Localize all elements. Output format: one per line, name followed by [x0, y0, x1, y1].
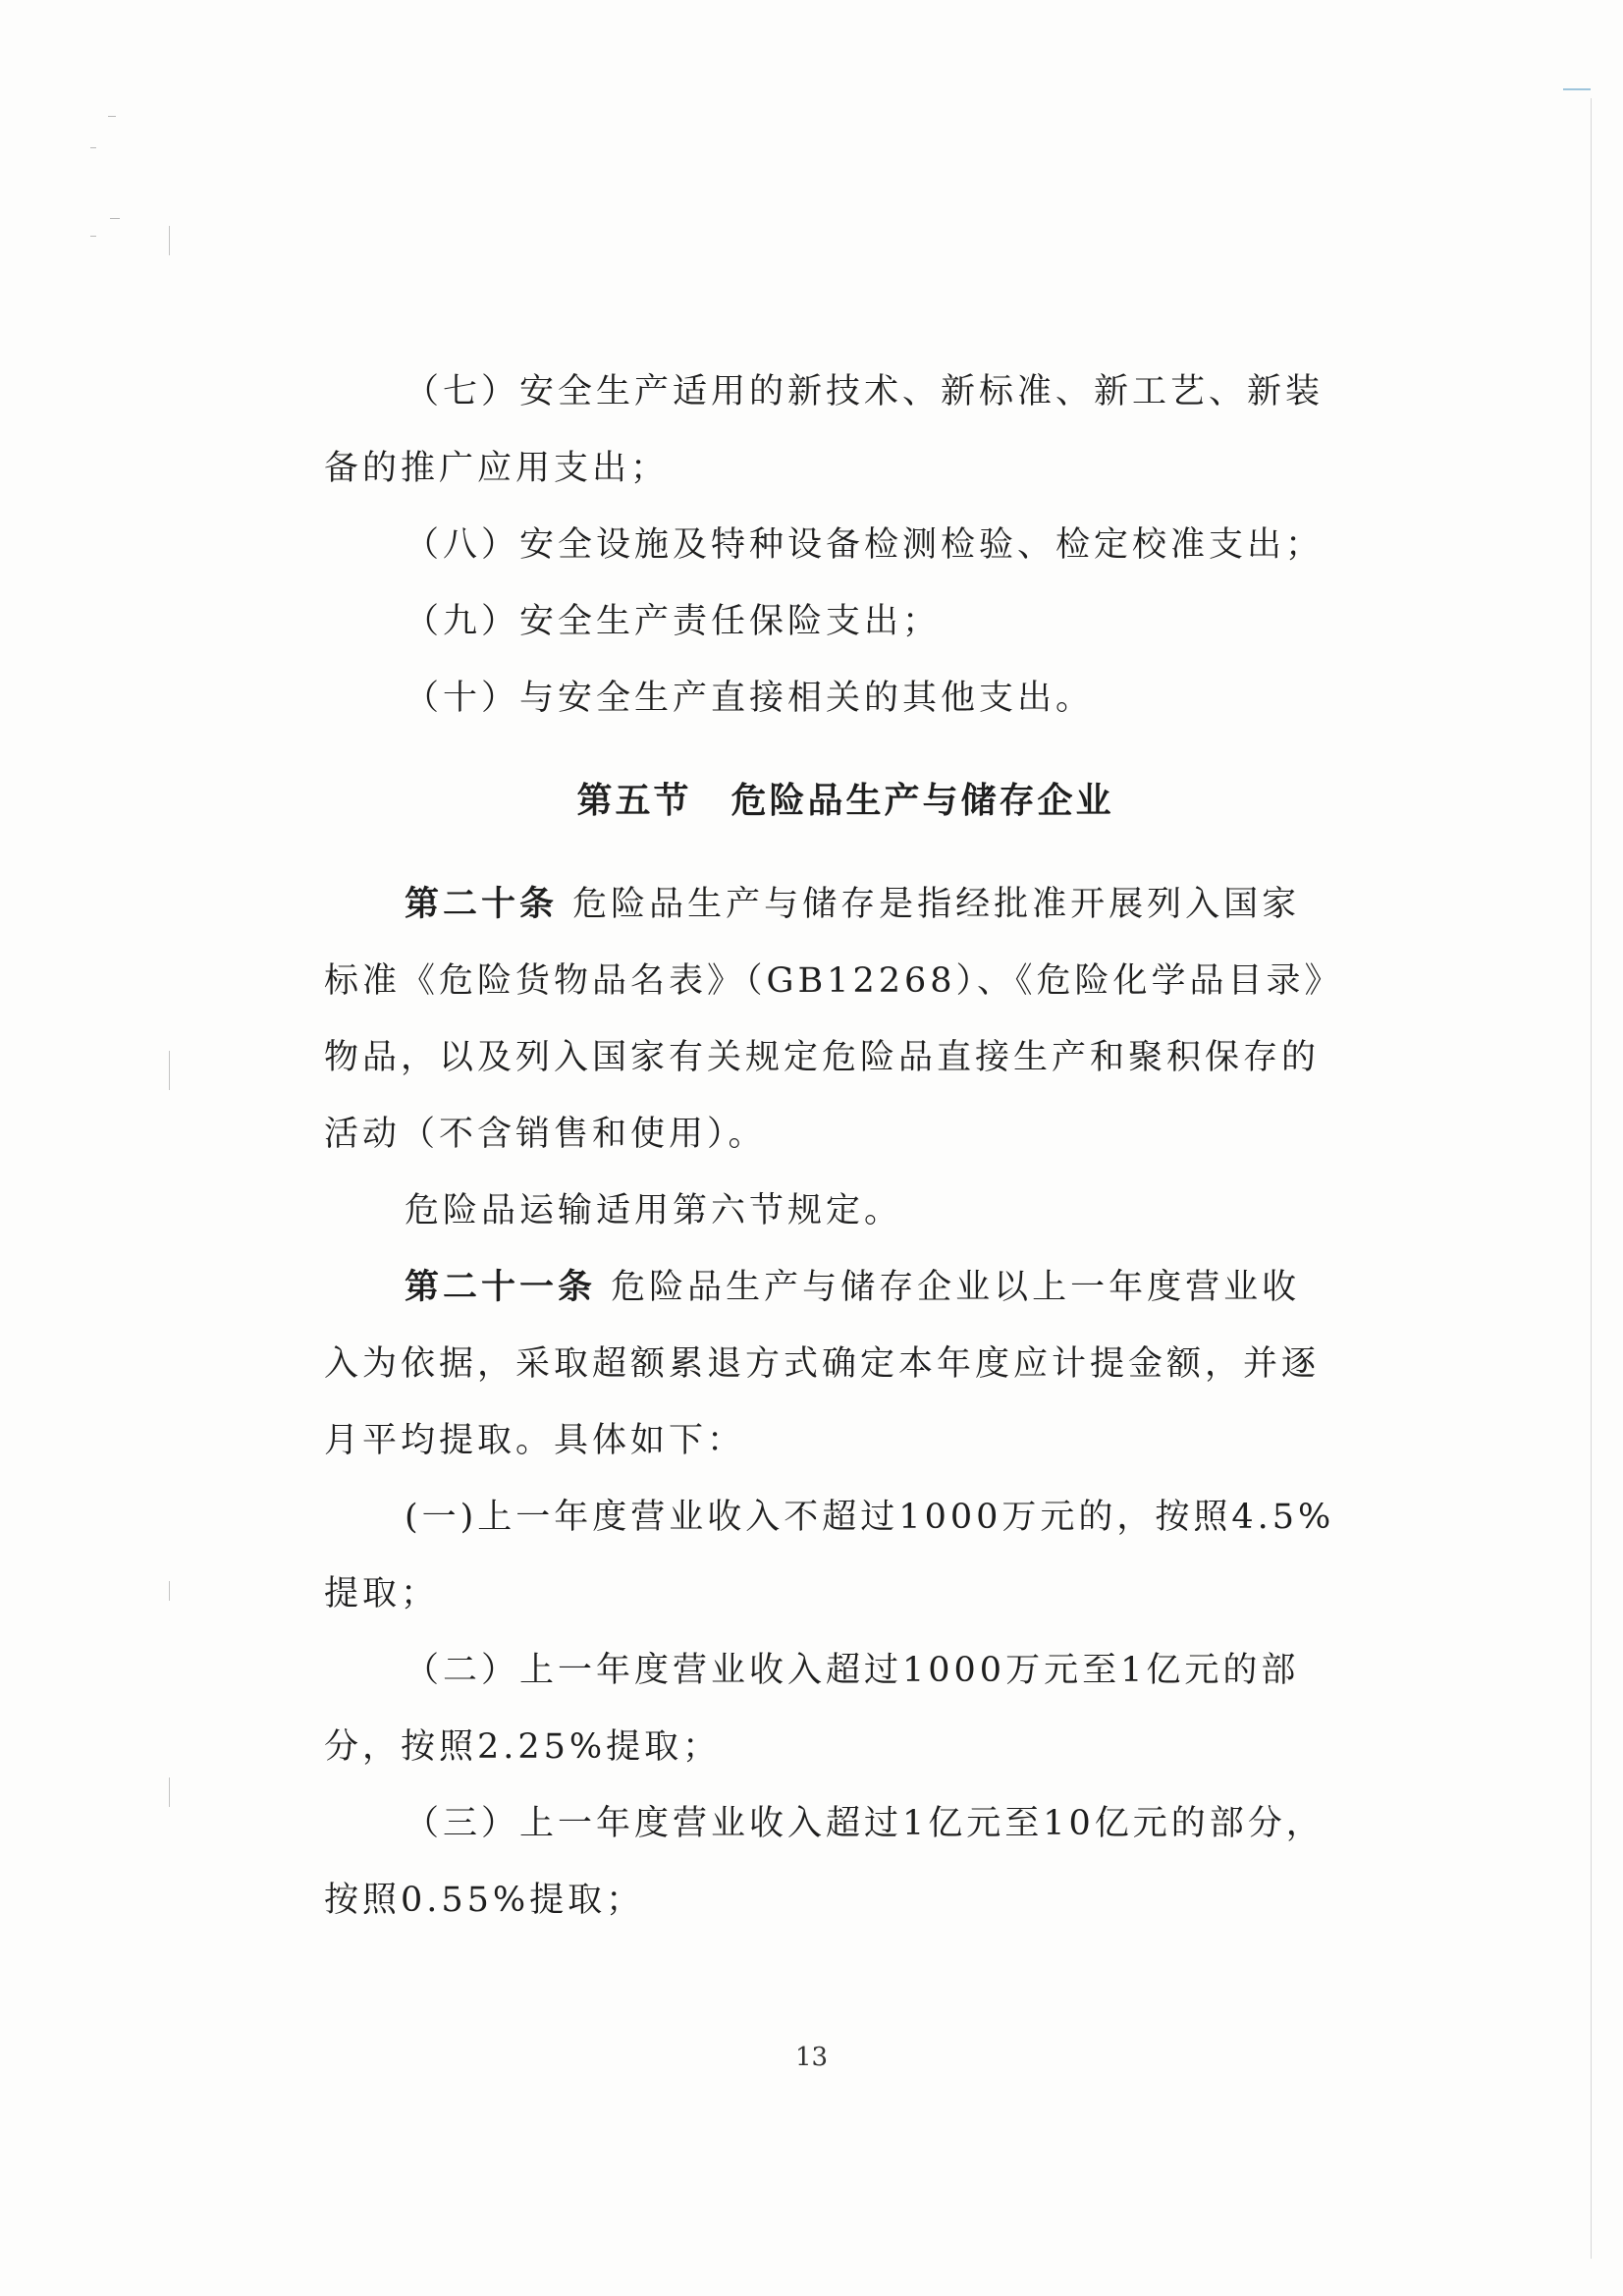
article-20-note: 危险品运输适用第六节规定。 [405, 1191, 903, 1230]
section-number: 第五节 [576, 781, 692, 821]
article-21-line-3: 月平均提取。具体如下： [324, 1421, 746, 1460]
article-21-item-3: （三）上一年度营业收入超过1亿元至10亿元的部分， [405, 1804, 1325, 1843]
list-item-7-continued: 备的推广应用支出； [324, 449, 670, 488]
article-20-line-3: 物品，以及列入国家有关规定危险品直接生产和聚积保存的 [324, 1038, 1321, 1077]
scan-corner-mark [1563, 88, 1591, 90]
article-21-item-1-continued: 提取； [324, 1574, 440, 1613]
article-20-line-1 [324, 866, 1306, 943]
article-20-text: 危险品生产与储存是指经批准开展列入国家 [572, 885, 1301, 924]
article-21-label: 第二十一条 [405, 1268, 597, 1307]
scan-speck [110, 218, 120, 219]
list-item-8: （八）安全设施及特种设备检测检验、检定校准支出； [405, 525, 1325, 565]
article-20-line-4: 活动（不含销售和使用）。 [324, 1115, 767, 1154]
page-number: 13 [794, 2043, 829, 2072]
scan-speck [169, 1581, 170, 1601]
scan-speck [90, 236, 96, 237]
list-item-7: （七）安全生产适用的新技术、新标准、新工艺、新装 [405, 372, 1325, 411]
scan-speck [108, 116, 116, 117]
document-body [324, 354, 1343, 1939]
scan-speck [169, 1777, 170, 1807]
scan-edge-line [1591, 98, 1592, 2259]
article-21-item-2: （二）上一年度营业收入超过1000万元至1亿元的部 [405, 1651, 1300, 1690]
scan-speck [169, 1051, 170, 1090]
article-20-label: 第二十条 [405, 885, 559, 924]
section-title: 危险品生产与储存企业 [730, 781, 1114, 821]
article-21-item-2-continued: 分，按照2.25%提取； [324, 1727, 722, 1767]
article-21-item-3-continued: 按照0.55%提取； [324, 1881, 645, 1920]
scan-speck [90, 147, 96, 148]
article-21-item-1: (一)上一年度营业收入不超过1000万元的，按照4.5% [405, 1498, 1335, 1537]
list-item-9: （九）安全生产责任保险支出； [405, 602, 942, 641]
article-21-line-1 [324, 1249, 1306, 1326]
list-item-10: （十）与安全生产直接相关的其他支出。 [405, 679, 1095, 718]
scan-speck [169, 226, 170, 255]
article-21-line-2: 入为依据，采取超额累退方式确定本年度应计提金额，并逐 [324, 1344, 1321, 1384]
section-heading [324, 754, 1306, 848]
article-21-text: 危险品生产与储存企业以上一年度营业收 [611, 1268, 1301, 1307]
article-20-line-2: 标准《危险货物品名表》（GB12268）、《危险化学品目录》 [324, 961, 1343, 1001]
